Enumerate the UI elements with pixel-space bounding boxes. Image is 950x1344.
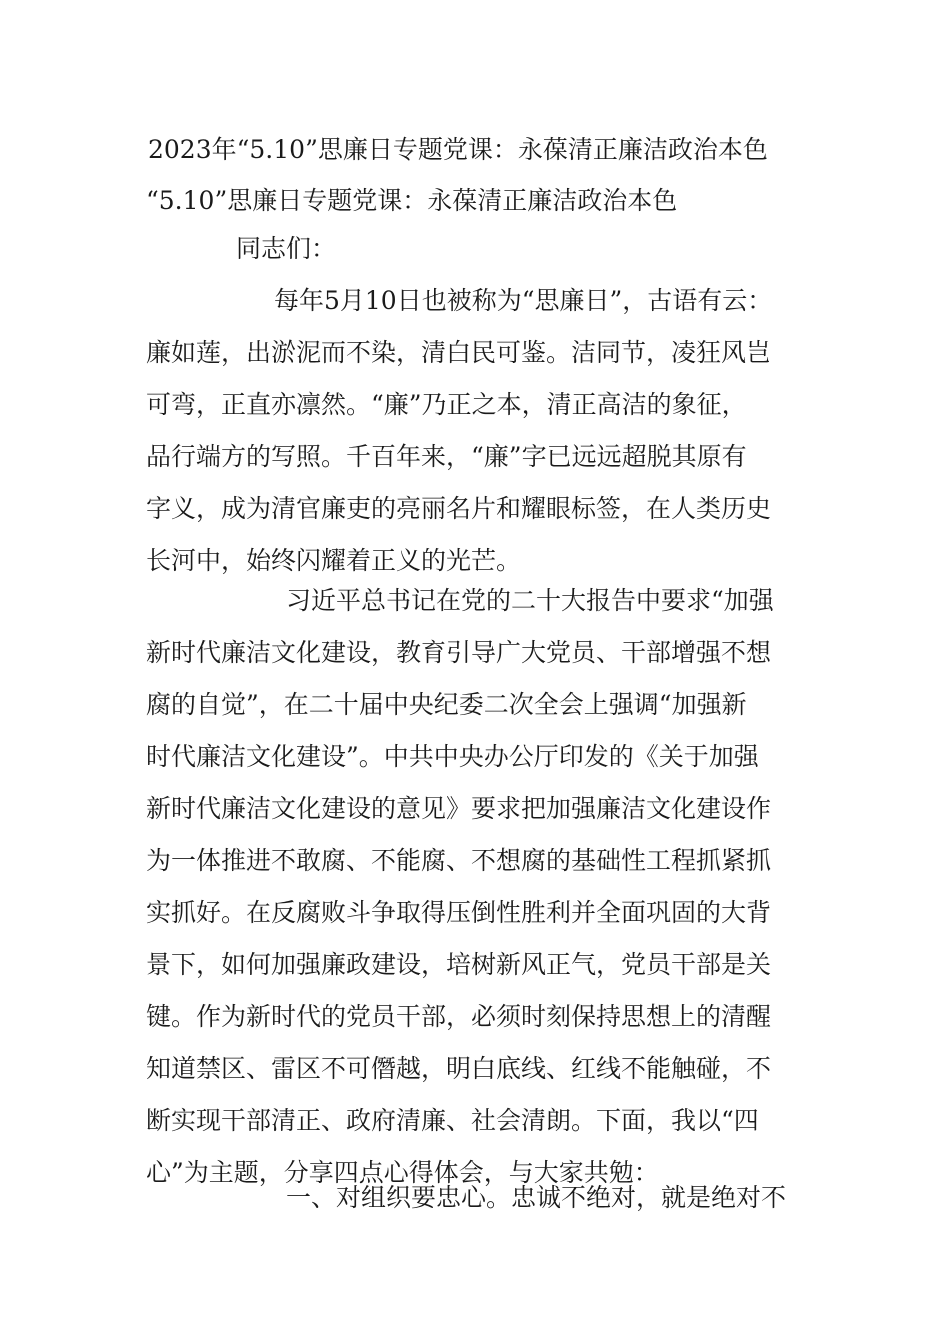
- text-line: 景下，如何加强廉政建设，培树新风正气，党员干部是关: [146, 950, 772, 979]
- text-line: 腐的自觉”，在二十届中央纪委二次全会上强调“加强新: [146, 690, 747, 719]
- text-line: 品行端方的写照。千百年来，“廉”字已远远超脱其原有: [146, 442, 747, 471]
- text-line: 实抓好。在反腐败斗争取得压倒性胜利并全面巩固的大背: [146, 898, 772, 927]
- document-title: 2023年“5.10”思廉日专题党课：永葆清正廉洁政治本色: [148, 135, 768, 164]
- text-line: 长河中，始终闪耀着正义的光芒。: [146, 546, 522, 575]
- document-subtitle: “5.10”思廉日专题党课：永葆清正廉洁政治本色: [146, 186, 678, 215]
- text-line: 廉如莲，出淤泥而不染，清白民可鉴。洁同节，凌狂风岂: [146, 338, 772, 367]
- paragraph-section-one: [146, 1172, 826, 1224]
- text-line: 时代廉洁文化建设”。中共中央办公厅印发的《关于加强: [146, 742, 759, 771]
- text-line: 心”为主题，分享四点心得体会，与大家共勉：: [146, 1158, 659, 1187]
- text-line: 新时代廉洁文化建设的意见》要求把加强廉洁文化建设作: [146, 794, 772, 823]
- paragraph-intro: [146, 275, 826, 587]
- text-line: 键。作为新时代的党员干部，必须时刻保持思想上的清醒: [146, 1002, 772, 1031]
- text-line: 字义，成为清官廉吏的亮丽名片和耀眼标签，在人类历史: [146, 494, 772, 523]
- text-line: 习近平总书记在党的二十大报告中要求“加强: [286, 586, 774, 615]
- text-line: 每年5月10日也被称为“思廉日”，古语有云：: [274, 286, 773, 315]
- text-line: 为一体推进不敢腐、不能腐、不想腐的基础性工程抓紧抓: [146, 846, 772, 875]
- text-line: 可弯，正直亦凛然。“廉”乃正之本，清正高洁的象征，: [146, 390, 747, 419]
- section-heading-line: 一、对组织要忠心。忠诚不绝对，就是绝对不: [286, 1183, 787, 1212]
- salutation: 同志们：: [236, 234, 337, 263]
- text-line: 知道禁区、雷区不可僭越，明白底线、红线不能触碰，不: [146, 1054, 772, 1083]
- text-line: 断实现干部清正、政府清廉、社会清朗。下面，我以“四: [146, 1106, 759, 1135]
- paragraph-body: [146, 575, 826, 1199]
- text-line: 新时代廉洁文化建设，教育引导广大党员、干部增强不想: [146, 638, 772, 667]
